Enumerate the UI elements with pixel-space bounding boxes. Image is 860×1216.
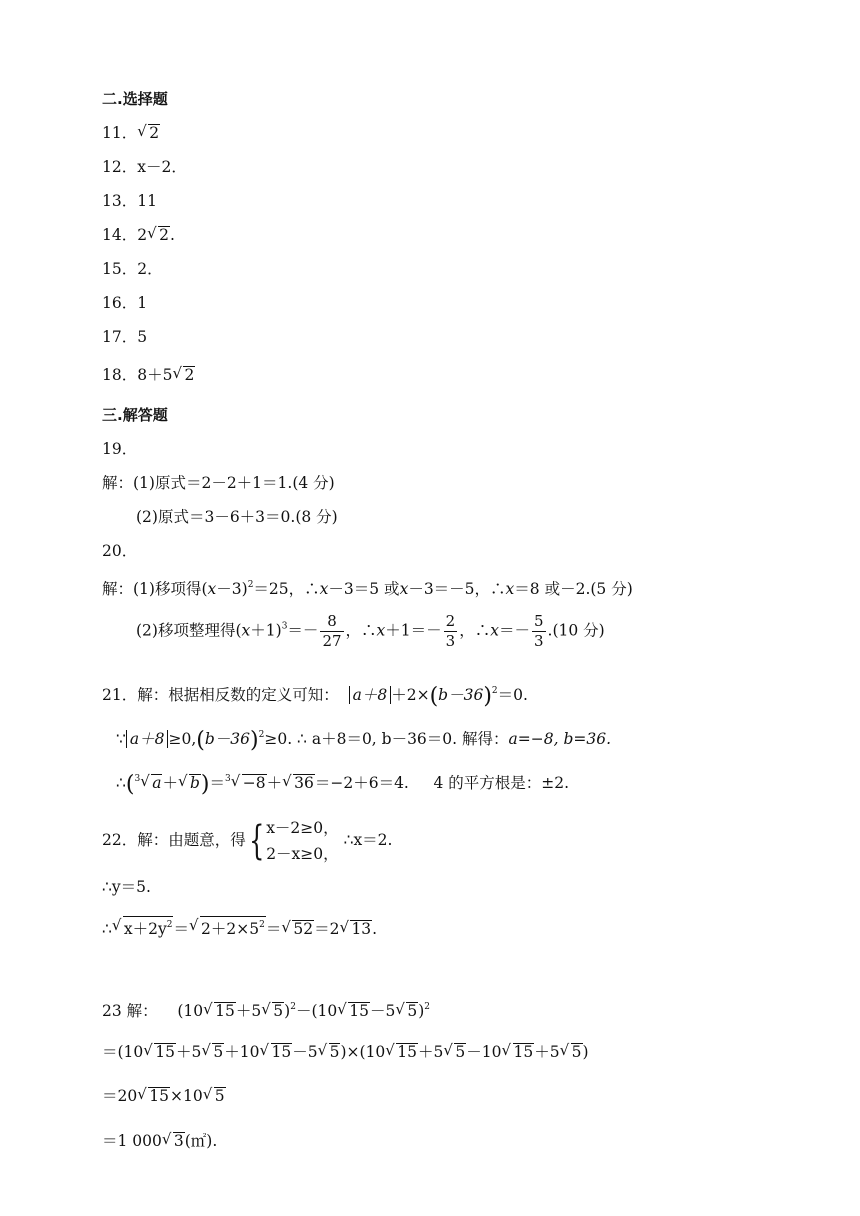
q19-line1: 解：(1)原式＝2－2＋1＝1.(4 分) xyxy=(102,474,335,492)
text: ＝1 000 xyxy=(102,1132,162,1150)
sqrt-symbol xyxy=(148,224,170,246)
root-content: 36 xyxy=(294,774,314,792)
answer-15: 15．2． xyxy=(102,260,163,278)
denominator: 27 xyxy=(322,632,342,650)
root-content: 15 xyxy=(397,1043,418,1061)
text: ＝－ xyxy=(498,621,530,640)
text: ＝ xyxy=(173,920,189,938)
text: . xyxy=(372,920,378,938)
sqrt-symbol xyxy=(173,364,195,386)
text: ＋5 xyxy=(176,1043,202,1061)
exponent: 2 xyxy=(290,1002,296,1012)
root-content xyxy=(200,916,266,938)
root-content: 15 xyxy=(215,1002,235,1020)
root-content: 5 xyxy=(571,1043,582,1061)
q19-line2: (2)原式＝3－6＋3＝0.(8 分) xyxy=(136,508,338,526)
sqrt-content: 2 xyxy=(159,226,169,244)
root-index: 3 xyxy=(225,774,231,784)
answer-number: 14．2 xyxy=(102,226,148,244)
sqrt-symbol xyxy=(503,1041,535,1063)
root-content: 3 xyxy=(173,1132,184,1150)
text: b－36 xyxy=(438,686,484,704)
answer-13: 13．11 xyxy=(102,192,157,210)
var-x: x xyxy=(376,621,386,640)
sqrt-symbol xyxy=(204,1085,226,1107)
q23-line2 xyxy=(102,1041,589,1063)
left-brace: { xyxy=(248,818,265,864)
var-x: x xyxy=(490,621,499,640)
sqrt-symbol xyxy=(396,1000,418,1022)
text: x＋2y xyxy=(123,920,167,938)
paren: ( xyxy=(125,772,135,797)
q22-line2: ∴y＝5. xyxy=(102,878,151,896)
var-x: x xyxy=(399,580,409,598)
text: (2)移项整理得( xyxy=(136,621,242,640)
text: ＋ xyxy=(162,774,178,792)
text: 解：(1)移项得( xyxy=(102,580,208,598)
text: ＝－ xyxy=(287,621,319,640)
root-content: 15 xyxy=(271,1043,292,1061)
text: ＋5 xyxy=(534,1043,560,1061)
sqrt-symbol xyxy=(179,772,201,794)
root-index: 3 xyxy=(134,774,141,784)
text: ＋10 xyxy=(224,1043,260,1061)
exponent: 2 xyxy=(258,730,265,740)
text: －(10 xyxy=(295,1002,338,1020)
root-content: 5 xyxy=(273,1002,284,1020)
answer-11 xyxy=(102,122,160,144)
answer-12: 12．x－2． xyxy=(102,158,187,176)
sqrt-content: 2 xyxy=(149,124,160,142)
text: b－36 xyxy=(204,730,251,748)
root-content: 5 xyxy=(213,1043,224,1061)
section-title-answers: 三.解答题 xyxy=(102,406,168,424)
var-x: x xyxy=(319,580,329,598)
text: ∴x＝2. xyxy=(343,831,393,849)
text: ＋5 xyxy=(235,1002,262,1020)
text: ＝25，∴ xyxy=(253,580,320,598)
sqrt-content: 2 xyxy=(184,366,195,384)
root-content: a xyxy=(152,774,162,792)
text: －3＝5 或 xyxy=(328,580,400,598)
sqrt-symbol xyxy=(144,1041,176,1063)
exponent: 3 xyxy=(281,621,288,632)
sqrt-symbol xyxy=(319,1041,341,1063)
inequality-system xyxy=(266,815,338,867)
text: ＋2× xyxy=(391,686,430,704)
paren: ) xyxy=(200,772,210,797)
var-x: x xyxy=(241,621,251,640)
text: 21．解：根据相反数的定义可知： xyxy=(102,686,339,704)
cube-root xyxy=(141,772,162,794)
sqrt-symbol xyxy=(138,122,160,144)
sqrt-symbol xyxy=(163,1130,185,1152)
sqrt-symbol xyxy=(338,1000,370,1022)
text: －3) xyxy=(216,580,248,598)
absolute-value: a＋8 xyxy=(126,730,169,748)
fraction xyxy=(320,612,343,651)
therefore-symbol: ∴ xyxy=(102,920,112,938)
root-content: 52 xyxy=(293,920,314,938)
q22-line3 xyxy=(102,916,377,940)
text: ＋5 xyxy=(418,1043,444,1061)
sqrt-symbol xyxy=(190,916,266,940)
text: a=−8, b=36. xyxy=(508,730,612,748)
q23-line4 xyxy=(102,1130,217,1152)
answer-14 xyxy=(102,224,175,246)
text: ＝ xyxy=(209,774,226,792)
text: ＋1) xyxy=(250,621,282,640)
answer-18 xyxy=(102,364,195,386)
text: (㎡). xyxy=(184,1132,218,1150)
text: ) xyxy=(284,1002,291,1020)
text: ＝−2＋6＝4. xyxy=(314,774,409,792)
q21-line3 xyxy=(116,768,569,796)
inequality: 2－x≥0， xyxy=(266,845,339,863)
sqrt-symbol xyxy=(283,772,315,794)
text: ) xyxy=(418,1002,425,1020)
root-content: 5 xyxy=(329,1043,340,1061)
paren: ( xyxy=(196,728,205,753)
denominator: 3 xyxy=(445,632,456,650)
sqrt-symbol xyxy=(340,918,372,940)
q21-line2 xyxy=(116,724,611,752)
text: ＝8 或－2.(5 分) xyxy=(514,580,633,598)
paren: ( xyxy=(429,684,439,709)
text: ＝2 xyxy=(314,920,340,938)
text: ，∴ xyxy=(459,621,491,640)
text: 2＋2×5 xyxy=(201,920,260,938)
exponent: 2 xyxy=(166,920,173,930)
root-content: 5 xyxy=(214,1087,225,1105)
var-x: x xyxy=(207,580,217,598)
sqrt-symbol xyxy=(282,918,314,940)
q23-line3 xyxy=(102,1085,226,1107)
text: ＝ xyxy=(265,920,282,938)
sqrt-symbol xyxy=(202,1041,224,1063)
sqrt-symbol xyxy=(444,1041,466,1063)
root-content: −8 xyxy=(242,774,266,792)
answer-number: 18．8＋5 xyxy=(102,366,173,384)
root-content: 13 xyxy=(351,920,372,938)
sqrt-symbol xyxy=(262,1000,284,1022)
because-symbol: ∵ xyxy=(116,730,126,748)
q20-line1 xyxy=(102,574,633,600)
sqrt-symbol xyxy=(204,1000,236,1022)
exponent: 2 xyxy=(247,580,254,590)
exponent: 2 xyxy=(259,920,265,930)
root-content: 15 xyxy=(349,1002,369,1020)
sqrt-symbol xyxy=(138,1085,170,1107)
text: 22．解：由题意，得 xyxy=(102,831,246,849)
q20-line2 xyxy=(136,612,605,651)
root-content: b xyxy=(189,774,200,792)
text: －10 xyxy=(466,1043,502,1061)
sqrt-symbol xyxy=(261,1041,293,1063)
q20-number: 20． xyxy=(102,542,138,560)
q19-number: 19． xyxy=(102,440,138,458)
text: ) xyxy=(582,1043,589,1061)
answer-tail: . xyxy=(169,226,175,244)
cube-root xyxy=(232,772,267,794)
sqrt-symbol xyxy=(113,916,174,940)
absolute-value: a＋8 xyxy=(349,686,392,704)
therefore-symbol: ∴ xyxy=(116,774,126,792)
root-content: 15 xyxy=(513,1043,534,1061)
fraction xyxy=(532,612,546,651)
paren: ) xyxy=(483,684,492,709)
answer-number: 11． xyxy=(102,124,138,142)
answer-17: 17．5 xyxy=(102,328,148,346)
text: ≥0, xyxy=(168,730,197,748)
sqrt-symbol xyxy=(561,1041,583,1063)
text: ×10 xyxy=(169,1087,203,1105)
text: －5 xyxy=(369,1002,396,1020)
text: ≥0. ∴ a＋8＝0, b－36＝0. 解得： xyxy=(264,730,509,748)
text: ＋1＝－ xyxy=(385,621,442,640)
text: ，∴ xyxy=(345,621,377,640)
text: ＝20 xyxy=(102,1087,138,1105)
root-content: 15 xyxy=(149,1087,169,1105)
root-content: 5 xyxy=(455,1043,466,1061)
numerator: 8 xyxy=(320,612,343,632)
root-content: 5 xyxy=(407,1002,418,1020)
q23-line1 xyxy=(102,996,430,1022)
denominator: 3 xyxy=(534,632,544,650)
fraction xyxy=(444,612,458,651)
text: ＝0. xyxy=(497,686,528,704)
text: ＋ xyxy=(266,774,283,792)
paren: ) xyxy=(250,728,259,753)
text: )×(10 xyxy=(340,1043,386,1061)
numerator: 2 xyxy=(445,612,456,630)
text: 23 解： xyxy=(102,1002,158,1020)
root-content: 15 xyxy=(155,1043,176,1061)
var-x: x xyxy=(505,580,515,598)
text: .(10 分) xyxy=(547,621,605,640)
inequality: x－2≥0， xyxy=(266,819,339,837)
numerator: 5 xyxy=(534,612,544,630)
q21-line1 xyxy=(102,680,528,708)
text: －5 xyxy=(292,1043,318,1061)
q22-line1 xyxy=(102,815,392,867)
section-title-choice: 二.选择题 xyxy=(102,90,168,108)
exponent: 2 xyxy=(424,1002,430,1012)
text: 4 的平方根是：±2. xyxy=(433,774,570,792)
text: －3＝－5，∴ xyxy=(408,580,506,598)
root-content xyxy=(123,916,174,938)
exponent: 2 xyxy=(491,686,498,696)
text: ＝(10 xyxy=(102,1043,144,1061)
text: (10 xyxy=(177,1002,204,1020)
answer-16: 16．1 xyxy=(102,294,148,312)
sqrt-symbol xyxy=(386,1041,418,1063)
